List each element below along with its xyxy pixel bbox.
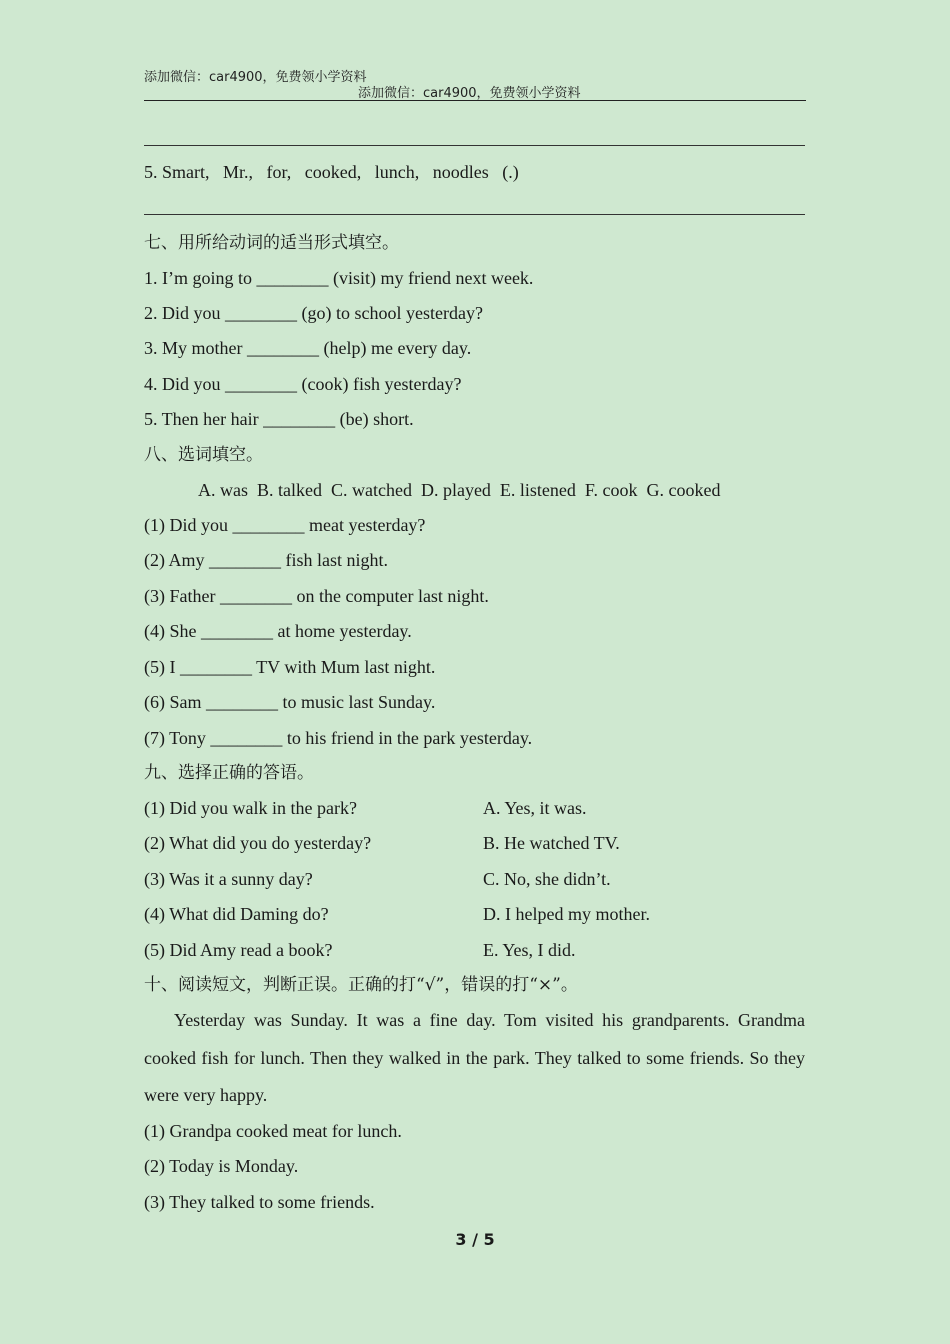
section8-item: (6) Sam ________ to music last Sunday. [144, 692, 436, 712]
section8-options: A. was B. talked C. watched D. played E. listened F. cook G. cooked [198, 480, 721, 500]
section10-item: (2) Today is Monday. [144, 1156, 299, 1176]
section8-item: (5) I ________ TV with Mum last night. [144, 657, 436, 677]
section9-answer: B. He watched TV. [483, 833, 620, 853]
section9-answer: A. Yes, it was. [483, 798, 587, 818]
section7-item: 5. Then her hair ________ (be) short. [144, 409, 414, 429]
section9-answer: D. I helped my mother. [483, 904, 650, 924]
section8-item: (2) Amy ________ fish last night. [144, 550, 388, 570]
section8-item: (4) She ________ at home yesterday. [144, 621, 412, 641]
section9-question: (5) Did Amy read a book? [144, 940, 333, 960]
section9-question: (1) Did you walk in the park? [144, 798, 357, 818]
header-rule [144, 100, 806, 101]
section9-question: (2) What did you do yesterday? [144, 833, 372, 853]
section10-item: (1) Grandpa cooked meat for lunch. [144, 1121, 402, 1141]
section9-answer: C. No, she didn’t. [483, 869, 611, 889]
section8-item: (3) Father ________ on the computer last night. [144, 586, 489, 606]
header-watermark-2: 添加微信：car4900，免费领小学资料 [358, 86, 581, 101]
section8-item: (1) Did you ________ meat yesterday? [144, 515, 426, 535]
section9-question: (3) Was it a sunny day? [144, 869, 313, 889]
section7-title: 七、用所给动词的适当形式填空。 [144, 233, 399, 253]
answer-line [144, 145, 805, 146]
section6-item5: 5. Smart, Mr., for, cooked, lunch, noodles (.) [144, 162, 519, 182]
header-watermark-1: 添加微信：car4900，免费领小学资料 [144, 70, 367, 85]
section9-answer: E. Yes, I did. [483, 940, 576, 960]
section10-item: (3) They talked to some friends. [144, 1192, 375, 1212]
section9-title: 九、选择正确的答语。 [144, 763, 314, 783]
section7-item: 2. Did you ________ (go) to school yesterday? [144, 303, 483, 323]
answer-line [144, 214, 805, 215]
section7-item: 3. My mother ________ (help) me every day. [144, 338, 472, 358]
section9-question: (4) What did Daming do? [144, 904, 329, 924]
section8-title: 八、选词填空。 [144, 445, 263, 465]
page-number: 3 / 5 [455, 1230, 495, 1249]
section7-item: 4. Did you ________ (cook) fish yesterday? [144, 374, 462, 394]
section10-title: 十、阅读短文，判断正误。正确的打“√”，错误的打“×”。 [144, 975, 578, 995]
reading-passage: Yesterday was Sunday. It was a fine day. Tom visited his grandparents. Grandma cooked fish for lunch. Then they walked in the park. They talked to some friends. So they were very happy. [144, 1010, 805, 1105]
section8-item: (7) Tony ________ to his friend in the park yesterday. [144, 728, 533, 748]
section7-item: 1. I’m going to ________ (visit) my friend next week. [144, 268, 534, 288]
